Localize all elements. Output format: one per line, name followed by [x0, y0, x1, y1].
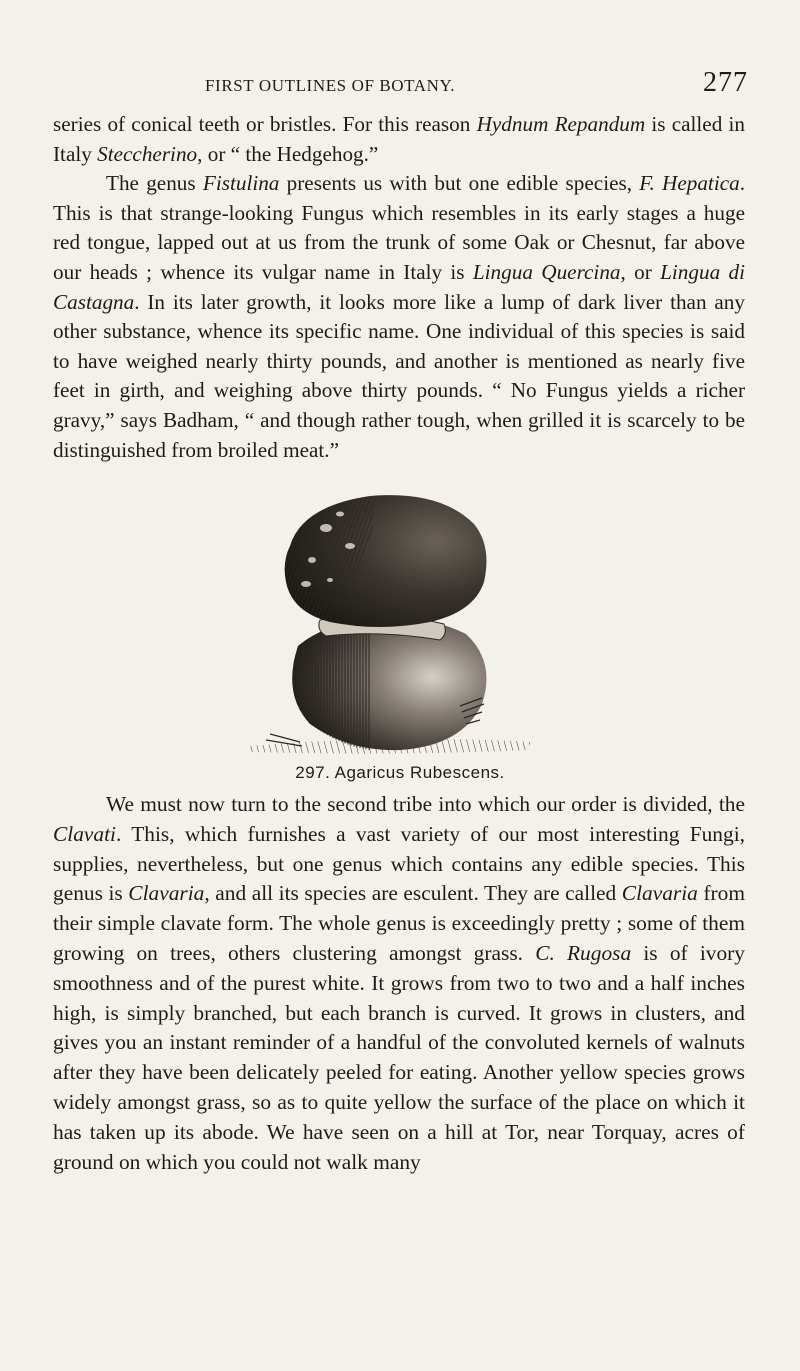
text-run: is of ivory smoothness and of the purest white. It grows from two to two and a half inches high, is simply branched, but each branch is curved. It grows in clusters, and gives you an instant reminder of a handful of the convoluted kernels of walnuts after they have been delicately peeled for eating. Another yellow species grows widely amongst grass, so as to quite yellow the surface of the place on which it has taken up its abode. We have seen on a hill at Tor, near Torquay, acres of ground on which you could not walk many: [53, 940, 745, 1174]
page-header: [0, 62, 800, 102]
text-run: , and all its species are esculent. They are called: [204, 881, 622, 906]
text-run: presents us with but one edible species,: [279, 171, 640, 196]
text-run: . In its later growth, it looks more like a lump of dark liver than any other substance, whence its specific name. One individual of this species is said to have weighed nearly thirty pounds, and another is mentioned as nearly five feet in girth, and weighing above thirty pounds. “ No Fungus yields a richer gravy,” says Badham, “ and though rather tough, when grilled it is scarcely to be distinguished from broiled meat.”: [53, 289, 745, 462]
italic-term: Clavaria: [621, 881, 698, 906]
italic-term: Lingua Quercina: [472, 259, 621, 284]
running-head: FIRST OUTLINES OF BOTANY.: [205, 76, 456, 95]
italic-term: Steccherino: [97, 141, 198, 166]
paragraph-fistulina: [53, 169, 745, 465]
text-run: is called in Italy: [53, 112, 745, 166]
page-number: 277: [703, 67, 748, 98]
italic-term: Clavati: [53, 821, 116, 846]
italic-term: Lingua di Castagna: [53, 259, 746, 314]
italic-term: Fistulina: [202, 171, 280, 196]
italic-term: Hydnum Repandum: [476, 112, 646, 136]
text-run: series of conical teeth or bristles. For this reason: [53, 112, 477, 136]
figure-caption: [0, 763, 800, 783]
text-run: from their simple clavate form. The whole genus is exceedingly pretty ; some of them growing on trees, others clustering amongst grass.: [53, 881, 745, 965]
text-run: , or: [620, 259, 661, 284]
text-run: We must now turn to the second tribe into which our order is divided, the: [106, 792, 745, 816]
paragraph-hydnum: [53, 110, 745, 169]
body-text-top: [53, 110, 745, 465]
text-run: , or “ the Hedgehog.”: [197, 141, 379, 166]
italic-term: F. Hepatica: [639, 171, 740, 196]
italic-term: C. Rugosa: [535, 940, 632, 965]
paragraph-clavati: [53, 790, 745, 1177]
body-text-bottom: [53, 790, 745, 1177]
text-run: The genus: [106, 171, 203, 196]
text-run: . This, which furnishes a vast variety of our most interesting Fungi, supplies, nevertheless, but one genus which contains any edible species. This genus is: [53, 821, 745, 906]
figure-agaricus-rubescens: [230, 484, 550, 764]
text-run: . This is that strange-looking Fungus which resembles in its early stages a huge red tongue, lapped out at us from the trunk of some Oak or Chesnut, far above our heads ; whence its vulgar name in Italy is: [53, 171, 746, 284]
mushroom-engraving: [230, 484, 550, 764]
caption-text: 297. Agaricus Rubescens.: [295, 763, 505, 782]
italic-term: Clavaria: [128, 881, 205, 906]
